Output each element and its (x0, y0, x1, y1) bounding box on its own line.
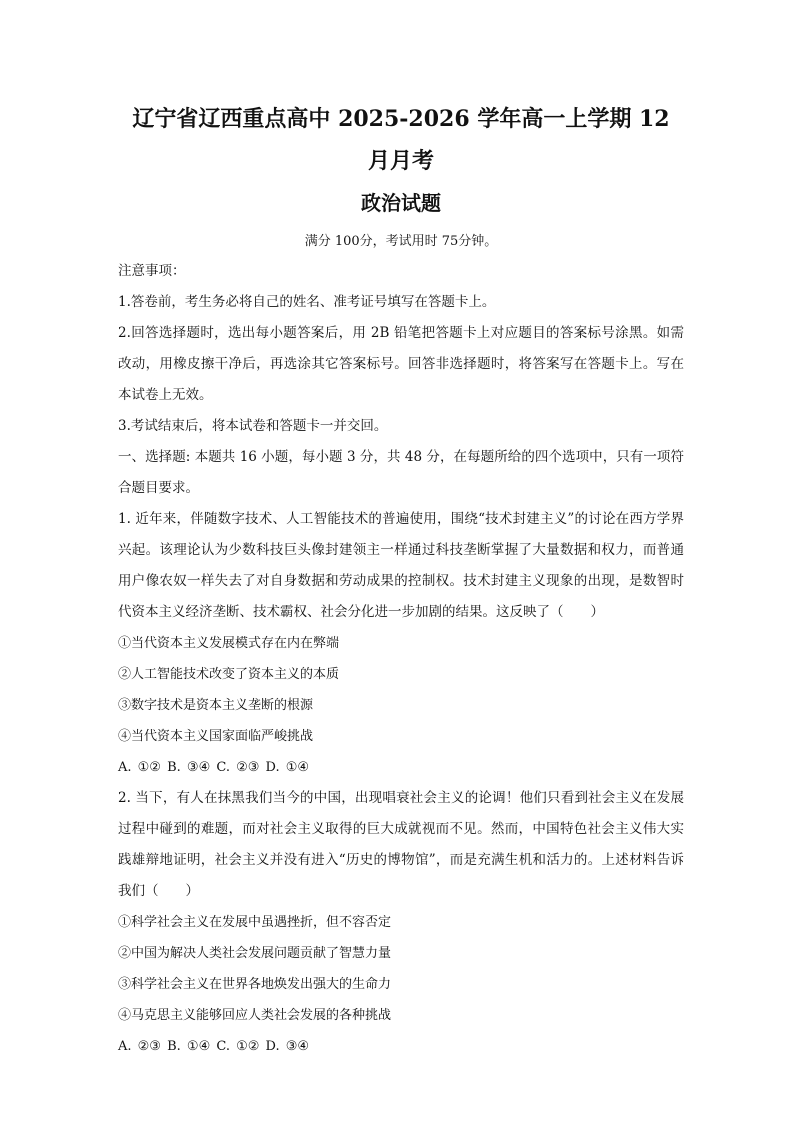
notes-item-2: 2.回答选择题时，选出每小题答案后，用 2B 铅笔把答题卡上对应题目的答案标号涂黑。如需改动，用橡皮擦干净后，再选涂其它答案标号。回答非选择题时，将答案写在答题卡上。写在本试卷上无效。 (118, 325, 684, 403)
section-heading: 一、选择题: 本题共 16 小题，每小题 3 分，共 48 分，在每题所给的四个选项中，只有一项符合题目要求。 (118, 449, 684, 496)
exam-meta: 满分 100分，考试用时 75分钟。 (304, 234, 498, 249)
exam-subtitle: 政治试题 (361, 191, 441, 215)
question-option: ①科学社会主义在发展中虽遇挫折，但不容否定 (118, 915, 392, 930)
question-option: ②人工智能技术改变了资本主义的本质 (118, 667, 340, 682)
question-stem: 1. 近年来，伴随数字技术、人工智能技术的普遍使用，围绕“技术封建主义”的讨论在西方学界兴起。该理论认为少数科技巨头像封建领主一样通过科技垄断掌握了大量数据和权力，而普通用户像农奴一样失去了对自身数据和劳动成果的控制权。技术封建主义现象的出现，是数智时代资本主义经济垄断、技术霸权、社会分化进一步加剧的结果。这反映了（ ） (118, 511, 684, 620)
notes-section (118, 256, 684, 442)
question-option: ③数字技术是资本主义垄断的根源 (118, 698, 314, 713)
question-2 (118, 783, 684, 1062)
question-stem: 2. 当下，有人在抹黑我们当今的中国，出现唱衰社会主义的论调！他们只看到社会主义在发展过程中碰到的难题，而对社会主义取得的巨大成就视而不见。然而，中国特色社会主义伟大实践雄辩地证明，社会主义并没有进入“历史的博物馆”，而是充满生机和活力的。上述材料告诉我们（ ） (118, 790, 684, 899)
notes-item-1: 1.答卷前，考生务必将自己的姓名、准考证号填写在答题卡上。 (118, 294, 496, 310)
question-option: ②中国为解决人类社会发展问题贡献了智慧力量 (118, 946, 392, 961)
exam-title: 辽宁省辽西重点高中 2025-2026 学年高一上学期 12 月月考 (132, 106, 670, 174)
notes-heading: 注意事项： (118, 263, 186, 279)
notes-item-3: 3.考试结束后，将本试卷和答题卡一并交回。 (118, 418, 388, 434)
question-option: ④当代资本主义国家面临严峻挑战 (118, 729, 314, 744)
question-option: ①当代资本主义发展模式存在内在弊端 (118, 636, 340, 651)
answer-choices: A. ①② B. ③④ C. ②③ D. ①④ (118, 760, 310, 775)
answer-choices: A. ②③ B. ①④ C. ①② D. ③④ (118, 1039, 310, 1054)
question-option: ③科学社会主义在世界各地焕发出强大的生命力 (118, 977, 392, 992)
question-option: ④马克思主义能够回应人类社会发展的各种挑战 (118, 1008, 392, 1023)
question-1 (118, 504, 684, 783)
